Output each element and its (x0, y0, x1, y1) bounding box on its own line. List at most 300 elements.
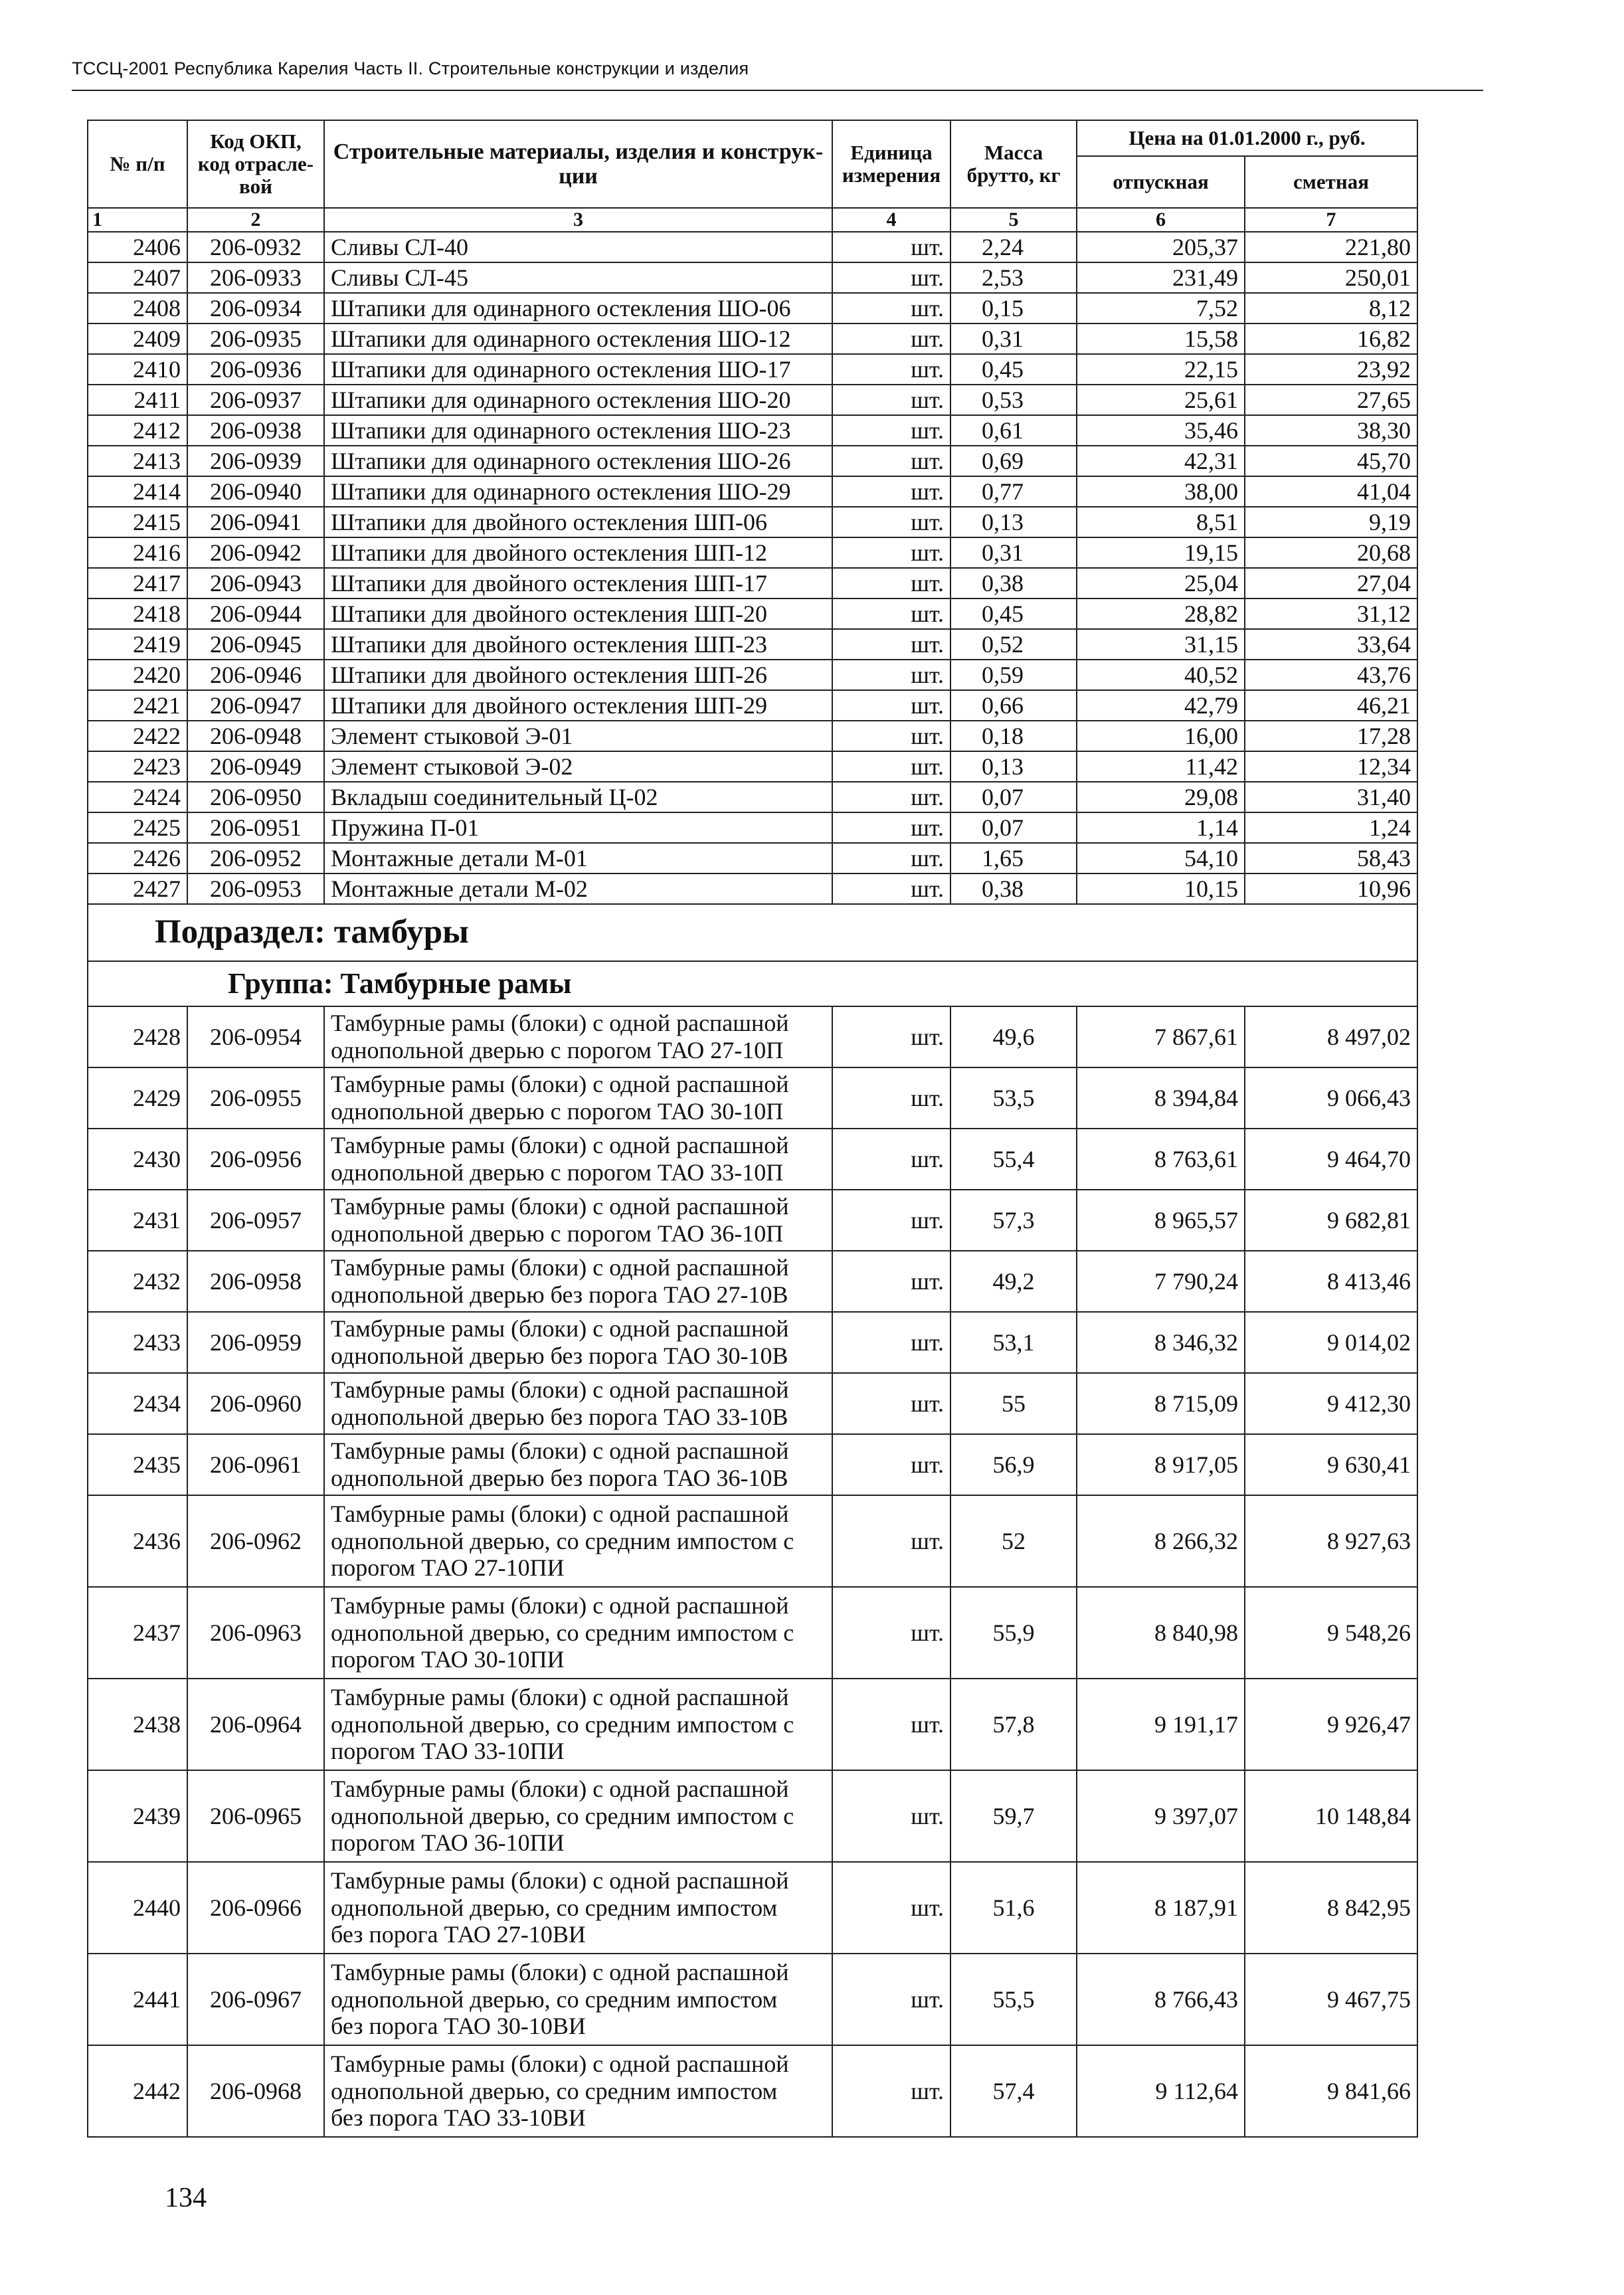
row-price-estimate: 20,68 (1245, 537, 1417, 568)
row-price-estimate: 41,04 (1245, 476, 1417, 507)
row-code: 206-0965 (187, 1770, 324, 1862)
row-name: Монтажные детали М-01 (324, 843, 832, 873)
table-row (88, 1067, 1417, 1129)
row-name: Штапики для одинарного остекления ШО-26 (324, 446, 832, 476)
row-unit: шт. (832, 782, 950, 812)
row-unit: шт. (832, 690, 950, 721)
row-code: 206-0945 (187, 629, 324, 660)
row-code: 206-0955 (187, 1067, 324, 1129)
col-number: 4 (832, 208, 950, 232)
row-code: 206-0958 (187, 1251, 324, 1312)
row-price-release: 29,08 (1077, 782, 1245, 812)
row-number: 2435 (88, 1434, 187, 1495)
row-number: 2415 (88, 507, 187, 537)
row-price-estimate: 9 467,75 (1245, 1954, 1417, 2045)
row-unit: шт. (832, 1190, 950, 1251)
row-unit: шт. (832, 1251, 950, 1312)
row-mass: 0,45 (950, 598, 1077, 629)
row-price-estimate: 31,12 (1245, 598, 1417, 629)
row-price-estimate: 27,65 (1245, 385, 1417, 415)
row-name: Штапики для одинарного остекления ШО-20 (324, 385, 832, 415)
row-price-release: 7,52 (1077, 293, 1245, 323)
row-unit: шт. (832, 2045, 950, 2137)
row-unit: шт. (832, 629, 950, 660)
row-code: 206-0962 (187, 1495, 324, 1587)
row-code: 206-0960 (187, 1373, 324, 1434)
row-mass: 56,9 (950, 1434, 1077, 1495)
row-mass: 0,38 (950, 568, 1077, 598)
row-price-release: 9 112,64 (1077, 2045, 1245, 2137)
row-price-release: 38,00 (1077, 476, 1245, 507)
row-number: 2414 (88, 476, 187, 507)
row-price-estimate: 9 464,70 (1245, 1129, 1417, 1190)
row-name-line: Тамбурные рамы (блоки) с одной распашной (331, 2050, 789, 2077)
row-number: 2428 (88, 1006, 187, 1067)
row-price-estimate: 33,64 (1245, 629, 1417, 660)
row-name-line: Тамбурные рамы (блоки) с одной распашной (331, 1132, 789, 1159)
row-name (324, 1373, 832, 1434)
row-unit: шт. (832, 812, 950, 843)
col-header-name: Строительные материалы, изделия и конструк-ции (324, 120, 832, 208)
table-row (88, 660, 1417, 690)
row-price-release: 25,61 (1077, 385, 1245, 415)
row-code: 206-0938 (187, 415, 324, 446)
row-name-line: Тамбурные рамы (блоки) с одной распашной (331, 1254, 789, 1281)
row-number: 2434 (88, 1373, 187, 1434)
row-mass: 0,61 (950, 415, 1077, 446)
table-header (88, 120, 1417, 232)
row-number: 2423 (88, 751, 187, 782)
row-unit: шт. (832, 1862, 950, 1954)
row-name (324, 1129, 832, 1190)
row-name: Пружина П-01 (324, 812, 832, 843)
row-code: 206-0934 (187, 293, 324, 323)
row-price-estimate: 9 682,81 (1245, 1190, 1417, 1251)
row-name (324, 1862, 832, 1954)
row-code: 206-0932 (187, 232, 324, 262)
row-name: Штапики для одинарного остекления ШО-17 (324, 354, 832, 385)
table-row (88, 232, 1417, 262)
row-mass: 55,4 (950, 1129, 1077, 1190)
row-code: 206-0947 (187, 690, 324, 721)
row-name-line: без порога ТАО 30-10ВИ (331, 2013, 586, 2040)
row-number: 2432 (88, 1251, 187, 1312)
row-price-estimate: 8,12 (1245, 293, 1417, 323)
table-row (88, 1190, 1417, 1251)
row-number: 2421 (88, 690, 187, 721)
row-number: 2438 (88, 1679, 187, 1770)
row-mass: 51,6 (950, 1862, 1077, 1954)
row-number: 2429 (88, 1067, 187, 1129)
table-row (88, 1495, 1417, 1587)
row-code: 206-0939 (187, 446, 324, 476)
table-body-items (88, 232, 1417, 904)
table-row (88, 1006, 1417, 1067)
row-mass: 0,31 (950, 323, 1077, 354)
row-unit: шт. (832, 873, 950, 904)
row-price-release: 19,15 (1077, 537, 1245, 568)
row-name-line: однопольной дверью, со средним импостом (331, 2077, 778, 2104)
row-mass: 0,52 (950, 629, 1077, 660)
row-code: 206-0966 (187, 1862, 324, 1954)
row-price-release: 8 763,61 (1077, 1129, 1245, 1190)
row-unit: шт. (832, 1679, 950, 1770)
row-price-estimate: 221,80 (1245, 232, 1417, 262)
row-price-estimate: 23,92 (1245, 354, 1417, 385)
col-header-num: № п/п (88, 120, 187, 208)
row-price-release: 25,04 (1077, 568, 1245, 598)
row-name-line: без порога ТАО 33-10ВИ (331, 2104, 586, 2132)
row-mass: 0,66 (950, 690, 1077, 721)
row-code: 206-0953 (187, 873, 324, 904)
row-price-estimate: 43,76 (1245, 660, 1417, 690)
row-code: 206-0936 (187, 354, 324, 385)
row-price-release: 8 840,98 (1077, 1587, 1245, 1679)
row-name: Элемент стыковой Э-02 (324, 751, 832, 782)
table-row (88, 385, 1417, 415)
row-name-line: однопольной дверью с порогом ТАО 33-10П (331, 1158, 784, 1186)
table-row (88, 1862, 1417, 1954)
table-row (88, 2045, 1417, 2137)
row-name: Штапики для двойного остекления ШП-06 (324, 507, 832, 537)
row-mass: 0,13 (950, 751, 1077, 782)
row-name: Штапики для одинарного остекления ШО-23 (324, 415, 832, 446)
row-unit: шт. (832, 323, 950, 354)
row-mass: 0,18 (950, 721, 1077, 751)
row-mass: 0,53 (950, 385, 1077, 415)
row-price-release: 31,15 (1077, 629, 1245, 660)
row-price-estimate: 27,04 (1245, 568, 1417, 598)
row-price-estimate: 45,70 (1245, 446, 1417, 476)
row-mass: 57,8 (950, 1679, 1077, 1770)
row-name: Монтажные детали М-02 (324, 873, 832, 904)
row-mass: 1,65 (950, 843, 1077, 873)
row-name-line: Тамбурные рамы (блоки) с одной распашной (331, 1437, 789, 1465)
row-name (324, 1006, 832, 1067)
row-price-estimate: 1,24 (1245, 812, 1417, 843)
row-name-line: однопольной дверью с порогом ТАО 27-10П (331, 1036, 784, 1063)
row-name-line: Тамбурные рамы (блоки) с одной распашной (331, 1867, 789, 1894)
row-number: 2409 (88, 323, 187, 354)
row-name-line: однопольной дверью без порога ТАО 27-10В (331, 1281, 788, 1308)
row-name: Штапики для одинарного остекления ШО-29 (324, 476, 832, 507)
row-price-release: 35,46 (1077, 415, 1245, 446)
row-name-line: порогом ТАО 33-10ПИ (331, 1738, 565, 1765)
table-row (88, 1434, 1417, 1495)
row-mass: 0,13 (950, 507, 1077, 537)
row-name (324, 1312, 832, 1373)
row-name-line: однопольной дверью, со средним импостом с (331, 1802, 794, 1829)
row-name-line: Тамбурные рамы (блоки) с одной распашной (331, 1592, 789, 1619)
row-name-line: без порога ТАО 27-10ВИ (331, 1921, 586, 1948)
row-code: 206-0949 (187, 751, 324, 782)
table-row (88, 1587, 1417, 1679)
row-unit: шт. (832, 232, 950, 262)
row-price-release: 22,15 (1077, 354, 1245, 385)
table-row (88, 568, 1417, 598)
col-header-unit: Единица измерения (832, 120, 950, 208)
price-table (87, 120, 1418, 2138)
row-price-estimate: 250,01 (1245, 262, 1417, 293)
row-name (324, 1190, 832, 1251)
row-number: 2420 (88, 660, 187, 690)
row-price-release: 10,15 (1077, 873, 1245, 904)
col-header-price-release: отпускная (1077, 156, 1245, 208)
row-number: 2430 (88, 1129, 187, 1190)
table-row (88, 507, 1417, 537)
col-number: 7 (1245, 208, 1417, 232)
row-name-line: Тамбурные рамы (блоки) с одной распашной (331, 1071, 789, 1098)
row-unit: шт. (832, 568, 950, 598)
row-code: 206-0963 (187, 1587, 324, 1679)
row-name: Штапики для двойного остекления ШП-12 (324, 537, 832, 568)
column-numbers-row (88, 208, 1417, 232)
row-price-estimate: 8 413,46 (1245, 1251, 1417, 1312)
row-price-estimate: 31,40 (1245, 782, 1417, 812)
row-number: 2418 (88, 598, 187, 629)
table-row (88, 1954, 1417, 2045)
row-mass: 2,24 (950, 232, 1077, 262)
table-row (88, 721, 1417, 751)
section-title: Подраздел: тамбуры (88, 904, 1417, 961)
col-header-price-group: Цена на 01.01.2000 г., руб. (1077, 120, 1417, 156)
row-mass: 53,1 (950, 1312, 1077, 1373)
table-row (88, 1679, 1417, 1770)
row-unit: шт. (832, 1312, 950, 1373)
row-mass: 53,5 (950, 1067, 1077, 1129)
row-code: 206-0944 (187, 598, 324, 629)
row-unit: шт. (832, 1954, 950, 2045)
row-code: 206-0941 (187, 507, 324, 537)
row-mass: 55,9 (950, 1587, 1077, 1679)
row-name-line: однопольной дверью, со средним импостом с (331, 1710, 794, 1738)
row-mass: 2,53 (950, 262, 1077, 293)
table-row (88, 598, 1417, 629)
row-name: Элемент стыковой Э-01 (324, 721, 832, 751)
row-price-estimate: 10,96 (1245, 873, 1417, 904)
row-unit: шт. (832, 537, 950, 568)
row-unit: шт. (832, 1495, 950, 1587)
row-price-release: 28,82 (1077, 598, 1245, 629)
table-row (88, 873, 1417, 904)
row-unit: шт. (832, 476, 950, 507)
row-name-line: Тамбурные рамы (блоки) с одной распашной (331, 1376, 789, 1404)
row-code: 206-0968 (187, 2045, 324, 2137)
row-name-line: Тамбурные рамы (блоки) с одной распашной (331, 1683, 789, 1710)
row-name (324, 1434, 832, 1495)
row-price-estimate: 8 497,02 (1245, 1006, 1417, 1067)
row-price-estimate: 17,28 (1245, 721, 1417, 751)
row-name-line: Тамбурные рамы (блоки) с одной распашной (331, 1315, 789, 1342)
row-code: 206-0956 (187, 1129, 324, 1190)
row-code: 206-0957 (187, 1190, 324, 1251)
row-price-release: 8 187,91 (1077, 1862, 1245, 1954)
row-name: Сливы СЛ-45 (324, 262, 832, 293)
row-price-estimate: 8 842,95 (1245, 1862, 1417, 1954)
row-name-line: Тамбурные рамы (блоки) с одной распашной (331, 1010, 789, 1037)
row-number: 2408 (88, 293, 187, 323)
row-number: 2411 (88, 385, 187, 415)
table-row (88, 293, 1417, 323)
row-name: Штапики для одинарного остекления ШО-06 (324, 293, 832, 323)
row-name: Штапики для двойного остекления ШП-29 (324, 690, 832, 721)
row-unit: шт. (832, 1373, 950, 1434)
row-price-release: 231,49 (1077, 262, 1245, 293)
row-mass: 57,4 (950, 2045, 1077, 2137)
row-price-release: 40,52 (1077, 660, 1245, 690)
row-unit: шт. (832, 385, 950, 415)
row-number: 2413 (88, 446, 187, 476)
row-name-line: однопольной дверью с порогом ТАО 30-10П (331, 1097, 784, 1125)
row-price-release: 9 191,17 (1077, 1679, 1245, 1770)
row-number: 2425 (88, 812, 187, 843)
row-price-release: 8 266,32 (1077, 1495, 1245, 1587)
row-name (324, 2045, 832, 2137)
row-mass: 59,7 (950, 1770, 1077, 1862)
row-unit: шт. (832, 598, 950, 629)
col-header-code: Код ОКП, код отрасле-вой (187, 120, 324, 208)
table-row (88, 323, 1417, 354)
row-code: 206-0950 (187, 782, 324, 812)
row-unit: шт. (832, 262, 950, 293)
row-number: 2410 (88, 354, 187, 385)
row-number: 2427 (88, 873, 187, 904)
row-mass: 55 (950, 1373, 1077, 1434)
row-mass: 0,15 (950, 293, 1077, 323)
row-name (324, 1587, 832, 1679)
row-name: Сливы СЛ-40 (324, 232, 832, 262)
col-number: 6 (1077, 208, 1245, 232)
col-number: 2 (187, 208, 324, 232)
row-code: 206-0943 (187, 568, 324, 598)
col-number: 3 (324, 208, 832, 232)
row-code: 206-0935 (187, 323, 324, 354)
row-number: 2426 (88, 843, 187, 873)
row-code: 206-0951 (187, 812, 324, 843)
table-row (88, 354, 1417, 385)
row-unit: шт. (832, 293, 950, 323)
table-row (88, 1312, 1417, 1373)
row-unit: шт. (832, 843, 950, 873)
row-name (324, 1679, 832, 1770)
row-number: 2441 (88, 1954, 187, 2045)
row-name-line: однопольной дверью без порога ТАО 30-10В (331, 1342, 788, 1369)
row-number: 2436 (88, 1495, 187, 1587)
row-name: Штапики для двойного остекления ШП-20 (324, 598, 832, 629)
row-name (324, 1495, 832, 1587)
table-row (88, 812, 1417, 843)
row-mass: 0,45 (950, 354, 1077, 385)
row-unit: шт. (832, 446, 950, 476)
row-name-line: Тамбурные рамы (блоки) с одной распашной (331, 1193, 789, 1220)
row-code: 206-0948 (187, 721, 324, 751)
row-unit: шт. (832, 660, 950, 690)
row-name-line: однопольной дверью, со средним импостом с (331, 1619, 794, 1646)
row-code: 206-0952 (187, 843, 324, 873)
row-price-release: 8 917,05 (1077, 1434, 1245, 1495)
table-row (88, 1129, 1417, 1190)
table-row (88, 782, 1417, 812)
row-mass: 0,38 (950, 873, 1077, 904)
row-name: Штапики для двойного остекления ШП-26 (324, 660, 832, 690)
row-name-line: Тамбурные рамы (блоки) с одной распашной (331, 1775, 789, 1802)
table-row (88, 690, 1417, 721)
row-price-estimate: 9 841,66 (1245, 2045, 1417, 2137)
running-header: ТССЦ-2001 Республика Карелия Часть II. Строительные конструкции и изделия (72, 58, 1483, 91)
row-mass: 0,59 (950, 660, 1077, 690)
row-code: 206-0946 (187, 660, 324, 690)
row-price-estimate: 9 926,47 (1245, 1679, 1417, 1770)
row-unit: шт. (832, 415, 950, 446)
row-unit: шт. (832, 751, 950, 782)
row-price-estimate: 10 148,84 (1245, 1770, 1417, 1862)
row-price-estimate: 9 014,02 (1245, 1312, 1417, 1373)
table-row (88, 446, 1417, 476)
row-number: 2422 (88, 721, 187, 751)
row-unit: шт. (832, 1587, 950, 1679)
row-name: Штапики для двойного остекления ШП-23 (324, 629, 832, 660)
table-row (88, 629, 1417, 660)
col-header-price-estimate: сметная (1245, 156, 1417, 208)
row-name-line: порогом ТАО 30-10ПИ (331, 1646, 565, 1673)
table-row (88, 751, 1417, 782)
row-number: 2417 (88, 568, 187, 598)
row-code: 206-0933 (187, 262, 324, 293)
row-number: 2439 (88, 1770, 187, 1862)
row-price-estimate: 12,34 (1245, 751, 1417, 782)
row-price-release: 42,79 (1077, 690, 1245, 721)
row-name: Штапики для двойного остекления ШП-17 (324, 568, 832, 598)
row-number: 2442 (88, 2045, 187, 2137)
row-name-line: однопольной дверью без порога ТАО 33-10В (331, 1403, 788, 1430)
row-number: 2440 (88, 1862, 187, 1954)
row-price-release: 42,31 (1077, 446, 1245, 476)
col-header-mass: Масса брутто, кг (950, 120, 1077, 208)
row-number: 2416 (88, 537, 187, 568)
table-row (88, 1770, 1417, 1862)
table-body-frames (88, 1006, 1417, 2137)
row-name (324, 1770, 832, 1862)
row-mass: 49,2 (950, 1251, 1077, 1312)
row-name-line: однопольной дверью, со средним импостом с (331, 1527, 794, 1554)
row-name-line: однопольной дверью с порогом ТАО 36-10П (331, 1220, 784, 1247)
price-table-container (87, 120, 1417, 2138)
row-price-release: 9 397,07 (1077, 1770, 1245, 1862)
row-price-release: 54,10 (1077, 843, 1245, 873)
row-price-release: 8,51 (1077, 507, 1245, 537)
row-unit: шт. (832, 507, 950, 537)
row-price-estimate: 46,21 (1245, 690, 1417, 721)
row-unit: шт. (832, 1129, 950, 1190)
row-name-line: порогом ТАО 36-10ПИ (331, 1829, 565, 1857)
group-title: Группа: Тамбурные рамы (88, 961, 1417, 1006)
row-price-release: 205,37 (1077, 232, 1245, 262)
row-code: 206-0959 (187, 1312, 324, 1373)
table-row (88, 476, 1417, 507)
row-price-release: 8 346,32 (1077, 1312, 1245, 1373)
row-name-line: однопольной дверью, со средним импостом (331, 1985, 778, 2013)
row-name-line: Тамбурные рамы (блоки) с одной распашной (331, 1500, 789, 1527)
row-name-line: Тамбурные рамы (блоки) с одной распашной (331, 1958, 789, 1985)
row-name (324, 1251, 832, 1312)
row-price-release: 7 867,61 (1077, 1006, 1245, 1067)
row-price-release: 8 766,43 (1077, 1954, 1245, 2045)
row-number: 2419 (88, 629, 187, 660)
page-number: 134 (165, 2183, 207, 2213)
row-price-estimate: 9,19 (1245, 507, 1417, 537)
row-number: 2406 (88, 232, 187, 262)
row-price-release: 16,00 (1077, 721, 1245, 751)
